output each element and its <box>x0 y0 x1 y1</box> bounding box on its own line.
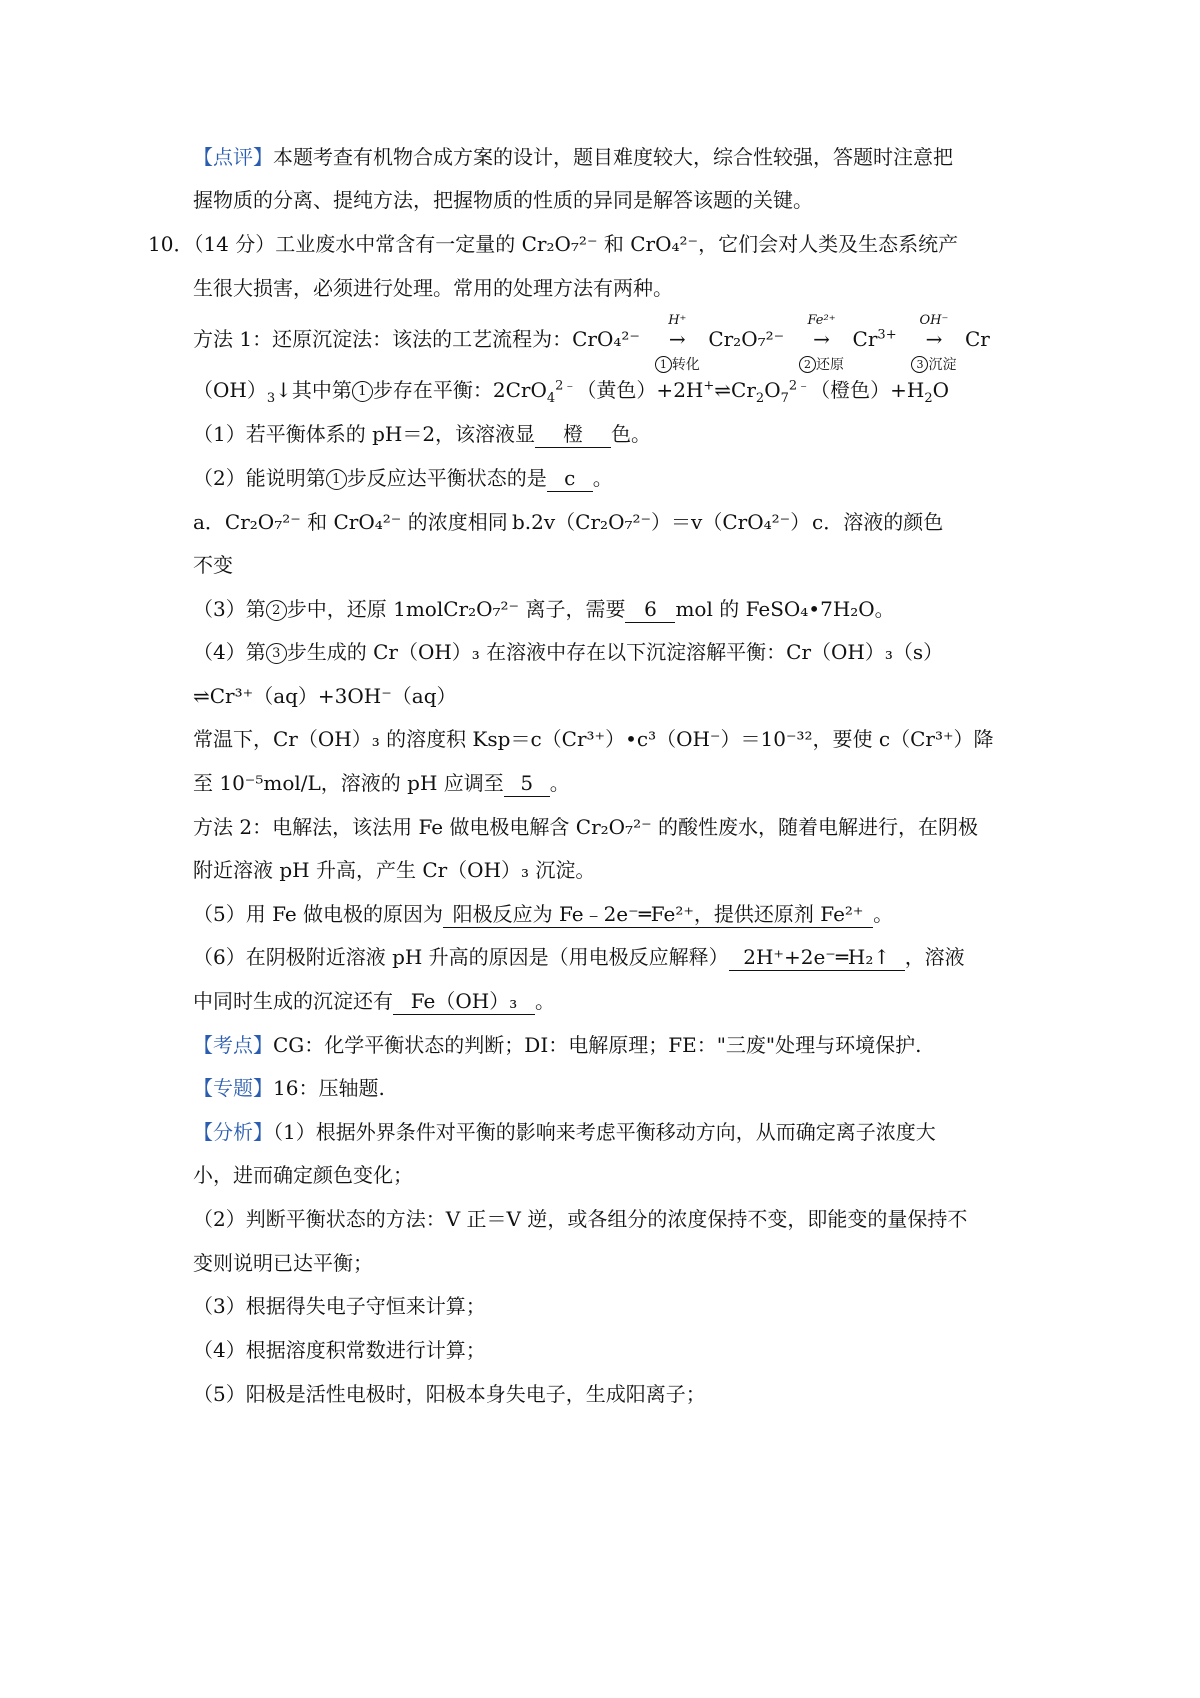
q1-suffix: 色。 <box>611 422 652 446</box>
q1-line <box>193 420 651 448</box>
circled-number: 1 <box>352 381 373 402</box>
q4-answer: 5 <box>504 770 550 797</box>
step3-label <box>903 351 965 379</box>
flow-step-2 <box>791 313 853 373</box>
q6-answer-1: 2H⁺+2e⁻═H₂↑ <box>729 944 905 971</box>
q6-answer-2: Fe（OH）₃ <box>393 988 535 1015</box>
q4-prefix: （4）第 <box>193 640 266 664</box>
fenxi-line-5: （3）根据得失电子守恒来计算； <box>193 1294 486 1318</box>
step2-reagent: Fe²⁺ <box>807 313 836 328</box>
fenxi-line-6: （4）根据溶度积常数进行计算； <box>193 1338 486 1362</box>
sup-2minus: 2﹣ <box>555 378 577 394</box>
method1-lead: 方法 1：还原沉淀法：该法的工艺流程为： <box>193 327 573 351</box>
q4-text-1: 步生成的 Cr（OH）₃ 在溶液中存在以下沉淀溶解平衡：Cr（OH）₃（s） <box>286 640 944 664</box>
fenxi-line-4: 变则说明已达平衡； <box>193 1251 373 1275</box>
q5-answer: 阳极反应为 Fe﹣2e⁻═Fe²⁺，提供还原剂 Fe²⁺ <box>443 901 873 928</box>
flow-cr-end: Cr <box>964 327 990 351</box>
sup-plus: + <box>703 378 715 394</box>
review-line-1 <box>193 143 953 171</box>
question-score: （14 分） <box>193 232 276 256</box>
sup-2minus: 2﹣ <box>788 378 811 394</box>
circled-number: 3 <box>266 643 287 664</box>
circled-number: 2 <box>266 600 287 621</box>
flow-cr2o7: Cr₂O₇²⁻ <box>708 327 785 351</box>
q6-suffix: 。 <box>535 989 555 1013</box>
circled-number: 3 <box>911 356 928 373</box>
fenxi-line-3: （2）判断平衡状态的方法：V 正＝V 逆，或各组分的浓度保持不变，即能变的量保持不 <box>193 1207 968 1231</box>
q4-line-2: ⇌Cr³⁺（aq）+3OH⁻（aq） <box>193 684 457 708</box>
circled-number: 1 <box>655 356 672 373</box>
q6-mid: ，溶液 <box>904 945 965 969</box>
q2-option-a: a．Cr₂O₇²⁻ 和 CrO₄²⁻ 的浓度相同 <box>193 510 508 534</box>
step1-text: 转化 <box>671 357 700 373</box>
zhuanti-tag: 【专题】 <box>193 1076 273 1100</box>
q5-line <box>193 900 893 928</box>
kaodian-text: CG：化学平衡状态的判断；DI：电解原理；FE："三废"处理与环境保护. <box>273 1033 922 1057</box>
question-intro-a: 工业废水中常含有一定量的 <box>275 232 522 256</box>
q2-suffix: 。 <box>592 466 613 490</box>
q3-line <box>193 595 895 623</box>
flow-step-1 <box>646 313 708 373</box>
ion-cro4: CrO₄²⁻ <box>630 232 699 256</box>
q1-answer: 橙 <box>535 421 611 448</box>
eq-g: O <box>932 378 950 402</box>
q6-line-2 <box>193 987 555 1015</box>
q3-answer: 6 <box>625 596 675 623</box>
q2-option-c-cont: 不变 <box>193 553 233 577</box>
step1-label <box>646 351 708 379</box>
arrow-right-icon: → <box>668 327 686 351</box>
step3-text: 沉淀 <box>928 357 957 373</box>
q4-line-3: 常温下，Cr（OH）₃ 的溶度积 Ksp＝c（Cr³⁺）•c³（OH⁻）＝10⁻³²，要使 c（Cr³⁺）降 <box>193 727 994 751</box>
circled-number: 1 <box>326 469 347 490</box>
arrow-right-icon: → <box>925 327 943 351</box>
question-intro-line <box>148 230 958 258</box>
q2-middle: 步反应达平衡状态的是 <box>346 466 547 490</box>
flow-cr-charge: 3+ <box>877 327 897 343</box>
flow-cr: Cr <box>852 327 878 351</box>
q3-middle: 步中，还原 1molCr₂O₇²⁻ 离子，需要 <box>286 597 626 621</box>
eq-c: 步存在平衡：2CrO <box>372 378 547 402</box>
circled-number: 2 <box>799 356 816 373</box>
ion-cr2o7: Cr₂O₇²⁻ <box>521 232 598 256</box>
question-number: 10． <box>148 232 194 256</box>
method1-equilibrium: $(OH)_3↓$其中第 1 步存在平衡：2CrO$_4^{2﹣}$（黄色）$+2H^+\rightleftharpoons Cr_2O_7^{2﹣}$（橙色）$+H_2O$ <box>193 378 950 406</box>
question-intro-c: ，它们会对人类及生态系统产 <box>698 232 959 256</box>
question-intro-line-2: 生很大损害，必须进行处理。常用的处理方法有两种。 <box>193 276 673 300</box>
sub-2: 2 <box>924 391 933 406</box>
q4-suffix: 。 <box>549 771 570 795</box>
q4-line-4 <box>193 769 570 797</box>
eq-d: （黄色）+2H <box>576 378 704 402</box>
q2-option-c: c．溶液的颜色 <box>812 510 944 534</box>
flow-cro4: CrO₄²⁻ <box>572 327 640 351</box>
q5-prefix: （5）用 Fe 做电极的原因为 <box>193 902 444 926</box>
review-tag: 【点评】 <box>193 145 273 169</box>
q4-line-1 <box>193 638 943 666</box>
flow-step-3 <box>903 313 965 373</box>
fenxi-line-2: 小，进而确定颜色变化； <box>193 1163 413 1187</box>
method2-line-1: 方法 2：电解法，该法用 Fe 做电极电解含 Cr₂O₇²⁻ 的酸性废水，随着电解进行，在阴极 <box>193 815 978 839</box>
arrow-right-icon: → <box>813 327 830 351</box>
step1-reagent: H⁺ <box>668 313 687 328</box>
q4-prefix-4: 至 10⁻⁵mol/L，溶液的 pH 应调至 <box>193 771 504 795</box>
step3-reagent: OH⁻ <box>919 313 949 328</box>
review-text-1: 本题考查有机物合成方案的设计，题目难度较大，综合性较强，答题时注意把 <box>273 145 953 169</box>
sub-2: 2 <box>755 391 765 406</box>
eq-f: （橙色）+H <box>810 378 925 402</box>
method2-line-2: 附近溶液 pH 升高，产生 Cr（OH）₃ 沉淀。 <box>193 858 596 882</box>
q6-prefix: （6）在阴极附近溶液 pH 升高的原因是（用电极反应解释） <box>193 945 729 969</box>
eq-b: ↓其中第 <box>275 378 352 402</box>
sub-7: 7 <box>780 391 789 406</box>
sub-4: 4 <box>546 391 556 406</box>
kaodian-line <box>193 1031 921 1059</box>
review-line-2: 握物质的分离、提纯方法，把握物质的性质的异同是解答该题的关键。 <box>193 188 813 212</box>
q3-prefix: （3）第 <box>193 597 266 621</box>
eq-e: ⇌Cr <box>714 378 756 402</box>
q2-line <box>193 464 613 492</box>
step2-text: 还原 <box>816 357 845 373</box>
q2-prefix: （2）能说明第 <box>193 466 326 490</box>
fenxi-line-7: （5）阳极是活性电极时，阳极本身失电子，生成阳离子； <box>193 1382 706 1406</box>
method1-flow <box>193 313 990 373</box>
kaodian-tag: 【考点】 <box>193 1033 273 1057</box>
q6-prefix-2: 中同时生成的沉淀还有 <box>193 989 393 1013</box>
eq-oh: （OH） <box>193 378 267 402</box>
fenxi-p1a: （1）根据外界条件对平衡的影响来考虑平衡移动方向，从而确定离子浓度大 <box>273 1120 936 1144</box>
question-intro-b: 和 <box>597 232 631 256</box>
fenxi-tag: 【分析】 <box>193 1120 273 1144</box>
zhuanti-line <box>193 1074 385 1102</box>
step2-label <box>791 351 853 379</box>
sub-3: 3 <box>266 391 276 406</box>
q2-answer: c <box>547 465 593 492</box>
q6-line-1 <box>193 943 965 971</box>
q1-prefix: （1）若平衡体系的 pH＝2，该溶液显 <box>193 422 536 446</box>
fenxi-line-1 <box>193 1118 936 1146</box>
q5-suffix: 。 <box>873 902 894 926</box>
q2-option-b: b.2v（Cr₂O₇²⁻）＝v（CrO₄²⁻） <box>512 510 811 534</box>
zhuanti-text: 16：压轴题. <box>273 1076 385 1100</box>
q3-suffix: mol 的 FeSO₄•7H₂O。 <box>675 597 895 621</box>
